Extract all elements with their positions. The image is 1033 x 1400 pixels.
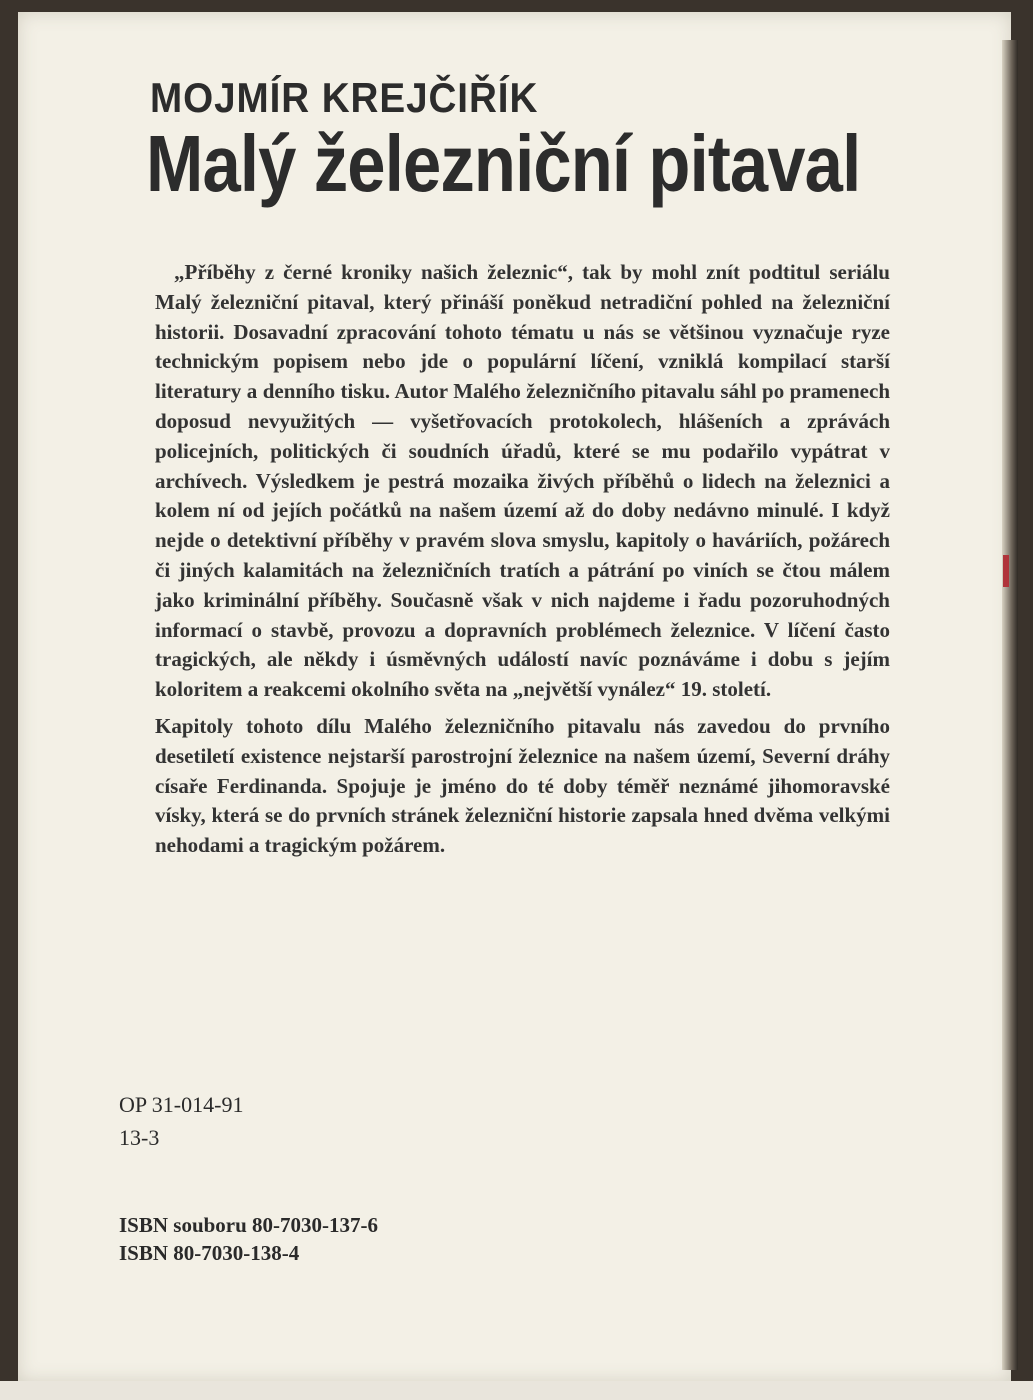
isbn: ISBN 80-7030-138-4 (119, 1241, 300, 1265)
blurb-paragraph: Kapitoly tohoto dílu Malého železničního pitavalu nás zavedou do prvního desetiletí existence nejstarší parostrojní železnice na našem území, Severní dráhy císaře Ferdinanda. Spojuje je jméno do té doby téměř neznámé jihomoravské vísky, která se do prvních stránek železniční historie zapsala hned dvěma velkými nehodami a tragickým požárem. (155, 713, 890, 858)
author-name: MOJMÍR KREJČIŘÍK (150, 74, 539, 121)
publisher-code: OP 31-014-91 (119, 1092, 244, 1117)
spine-red-mark (1003, 555, 1009, 587)
book-title: Malý železniční pitaval (146, 119, 861, 208)
blurb-paragraph: „Příběhy z černé kroniky našich železnic“, tak by mohl znít podtitul seriálu Malý železniční pitaval, který přináší poněkud netradiční pohled na železniční historii. Dosavadní zpracování tohoto tématu u nás se většinou vyznačuje ryze technickým popisem nebo jde o populární líčení, vzniklá kompilací starší literatury a denního tisku. Autor Malého železničního pitavalu sáhl po pramenech doposud nevyužitých — vyšetřovacích protokolech, hlášeních a zprávách policejních, politických či soudních úřadů, které se mu podařilo vypátrat v archívech. Výsledkem je pestrá mozaika živých příběhů o lidech na železnici a kolem ní od jejích počátků na našem území až do doby nedávno minulé. I když nejde o detektivní příběhy v pravém slova smyslu, kapitoly o haváriích, požárech či jiných kalamitách na železničních tratích a pátrání po viních se čtou málem jako kriminální příběhy. Současně však v nich najdeme i řadu pozoruhodných informací o stavbě, provozu a dopravních problémech železnice. V líčení často tragických, ale někdy i úsměvných událostí navíc poznáváme i dobu s jejím koloritem a reakcemi okolního světa na „největší vynález“ 19. století. (155, 260, 890, 702)
isbn-set: ISBN souboru 80-7030-137-6 (119, 1213, 379, 1237)
publisher-subcode: 13-3 (119, 1125, 160, 1150)
blurb-text (155, 258, 890, 861)
book-spine-edge (1002, 40, 1018, 1370)
scan-bottom-margin (0, 1381, 1033, 1400)
